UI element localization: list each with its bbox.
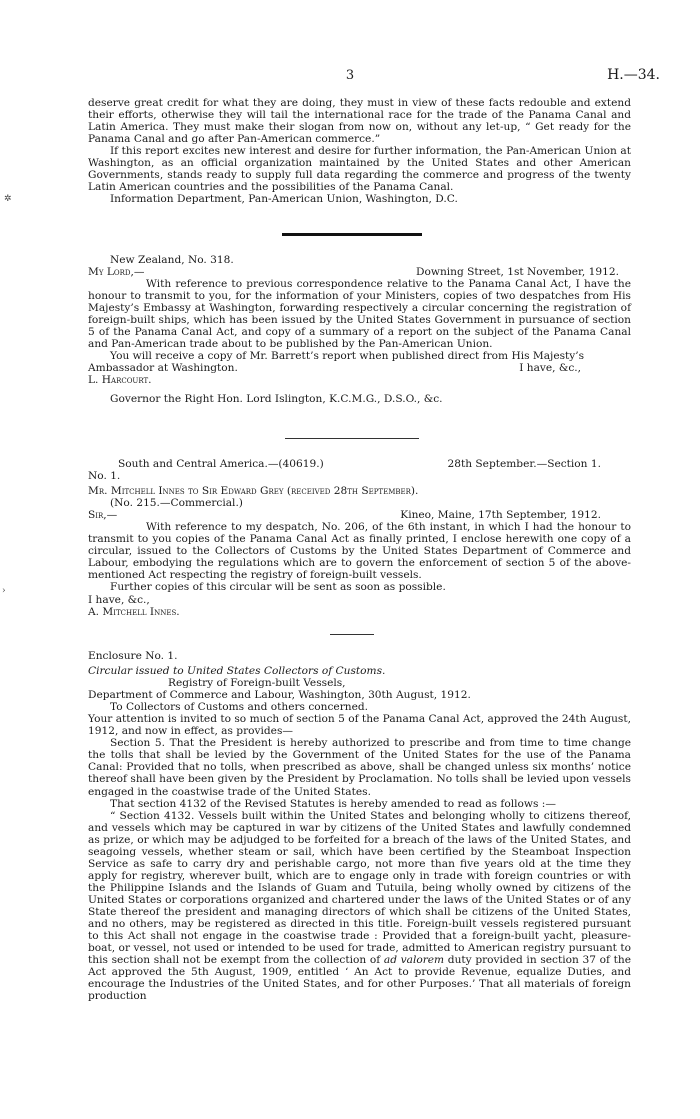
closing: I have, &c.,	[519, 362, 581, 375]
paragraph: With reference to my despatch, No. 206, of the 6th instant, in which I had the honour to transmit to you copies of the Panama Canal Act as finally printed, I enclose herewith one copy of a circular, issued to the Collectors of Customs by the United States Department of Commerce and Labour, embodying the regulations which are to govern the enforcement of section 5 of the above-mentioned Act respecting the registry of foreign-built vessels.	[88, 521, 631, 582]
signature: A. Mitchell Innes.	[88, 605, 180, 618]
despatch-innes	[88, 458, 631, 618]
section-divider	[282, 233, 422, 236]
signature: L. Harcourt.	[88, 374, 152, 387]
enclosure	[88, 650, 631, 1002]
paragraph: Further copies of this circular will be sent as soon as possible.	[110, 581, 446, 594]
despatch-number: No. 1.	[88, 470, 121, 483]
text-run: duty provided in section 37 of the Act approved the 5th August, 1909, entitled ‘ An Act to provide Revenue, equalize Duties, and encourage the Industries of the United States, and for other Purposes.’ That all materials of foreign production	[88, 954, 631, 1003]
paragraph: You will receive a copy of Mr. Barrett’s report when published direct from His Majesty’s	[110, 350, 585, 363]
paragraph	[88, 810, 631, 1003]
addressees: To Collectors of Customs and others concerned.	[110, 701, 368, 714]
date-section: 28th September.—Section 1.	[447, 458, 601, 470]
despatch-harcourt	[88, 254, 631, 405]
salutation: Sir,—	[88, 509, 118, 522]
salutation: My Lord,—	[88, 266, 145, 279]
place-date: Downing Street, 1st November, 1912.	[416, 266, 619, 279]
margin-mark: ›	[2, 586, 6, 596]
paragraph: Your attention is invited to so much of section 5 of the Panama Canal Act, approved the 24th August, 1912, and now in effect, as provides—	[88, 713, 631, 738]
section-divider	[285, 438, 419, 439]
margin-mark: ✲	[4, 194, 12, 204]
document-reference: H.—34.	[607, 67, 660, 83]
italic-term: ad valorem	[383, 954, 445, 967]
paragraph: Section 5. That the President is hereby authorized to prescribe and from time to time change the tolls that shall be levied by the Government of the United States for the use of the Panama Canal: Provided that no tolls, when prescribed as above, shall be changed unless six months’ notice thereof shall have been given by the President by Proclamation. No tolls shall be levied upon vessels engaged in the coastwise trade of the United States.	[88, 737, 631, 798]
department-date: Department of Commerce and Labour, Washington, 30th August, 1912.	[88, 689, 471, 702]
series-reference: South and Central America.—(40619.)	[118, 458, 324, 470]
paragraph: That section 4132 of the Revised Statutes is hereby amended to read as follows :—	[110, 797, 556, 810]
page-number: 3	[345, 68, 355, 83]
report-conclusion	[88, 97, 631, 205]
paragraph: If this report excites new interest and desire for further information, the Pan-American Union at Washington, as an official organization maintained by the United States and other American Governments, stands ready to supply full data regarding the commerce and progress of the twenty Latin American countries and the possibilities of the Panama Canal.	[88, 145, 631, 194]
despatch-heading: Mr. Mitchell Innes to Sir Edward Grey (received 28th September).	[88, 485, 419, 498]
place-date: Kineo, Maine, 17th September, 1912.	[400, 509, 601, 522]
paragraph: With reference to previous correspondence relative to the Panama Canal Act, I have the honour to transmit to you, for the information of your Ministers, copies of two despatches from His Majesty’s Embassy at Washington, forwarding respectively a circular concerning the registration of foreign-built ships, which has been issued by the United States Government in pursuance of section 5 of the Panama Canal Act, and copy of a summary of a report on the subject of the Panama Canal and Pan-American trade about to be published by the Pan-American Union.	[88, 278, 631, 351]
paragraph: deserve great credit for what they are doing, they must in view of these facts redouble and extend their efforts, otherwise they will tail the international race for the trade of the Panama Canal and Latin America. They must make their slogan from now on, without any let-up, “ Get ready for the Panama Canal and go after Pan-American commerce.”	[88, 97, 631, 146]
text-run: “ Section 4132. Vessels built within the United States and belonging wholly to citizens thereof, and vessels which may be captured in war by citizens of the United States and lawfully condemned as prize, or which may be adjudged to be forfeited for a breach of the laws of the United States, and seagoing vessels, whether steam or sail, which have been certified by the Steamboat Inspection Service as safe to carry dry and perishable cargo, not more than five years old at the time they apply for registry, wherever built, which are to engage only in trade with foreign countries or with the Philippine Islands and the Islands of Guam and Tutuila, being wholly owned by citizens of the United States or corporations organized and chartered under the laws of the United States or of any State thereof the president and managing directors of which shall be citizens of the United States, and no others, may be registered as directed in this title. Foreign-built vessels registered pursuant to this Act shall not engage in the coastwise trade : Provided that a foreign-built yacht, pleasure-boat, or vessel, not used or intended to be used for trade, admitted to American registry pursuant to this section shall not be exempt from the collection of	[88, 809, 631, 967]
despatch-title: New Zealand, No. 318.	[110, 254, 234, 266]
signoff: Information Department, Pan-American Union, Washington, D.C.	[110, 193, 458, 206]
despatch-ref: (No. 215.—Commercial.)	[110, 497, 243, 510]
registry-heading: Registry of Foreign-built Vessels,	[168, 677, 346, 690]
enclosure-subtitle: Circular issued to United States Collectors of Customs.	[88, 665, 386, 678]
section-divider	[330, 634, 374, 635]
addressee: Governor the Right Hon. Lord Islington, K.C.M.G., D.S.O., &c.	[110, 392, 443, 405]
enclosure-title: Enclosure No. 1.	[88, 650, 178, 662]
paragraph-end: Ambassador at Washington.	[88, 362, 238, 375]
closing: I have, &c.,	[88, 593, 150, 606]
